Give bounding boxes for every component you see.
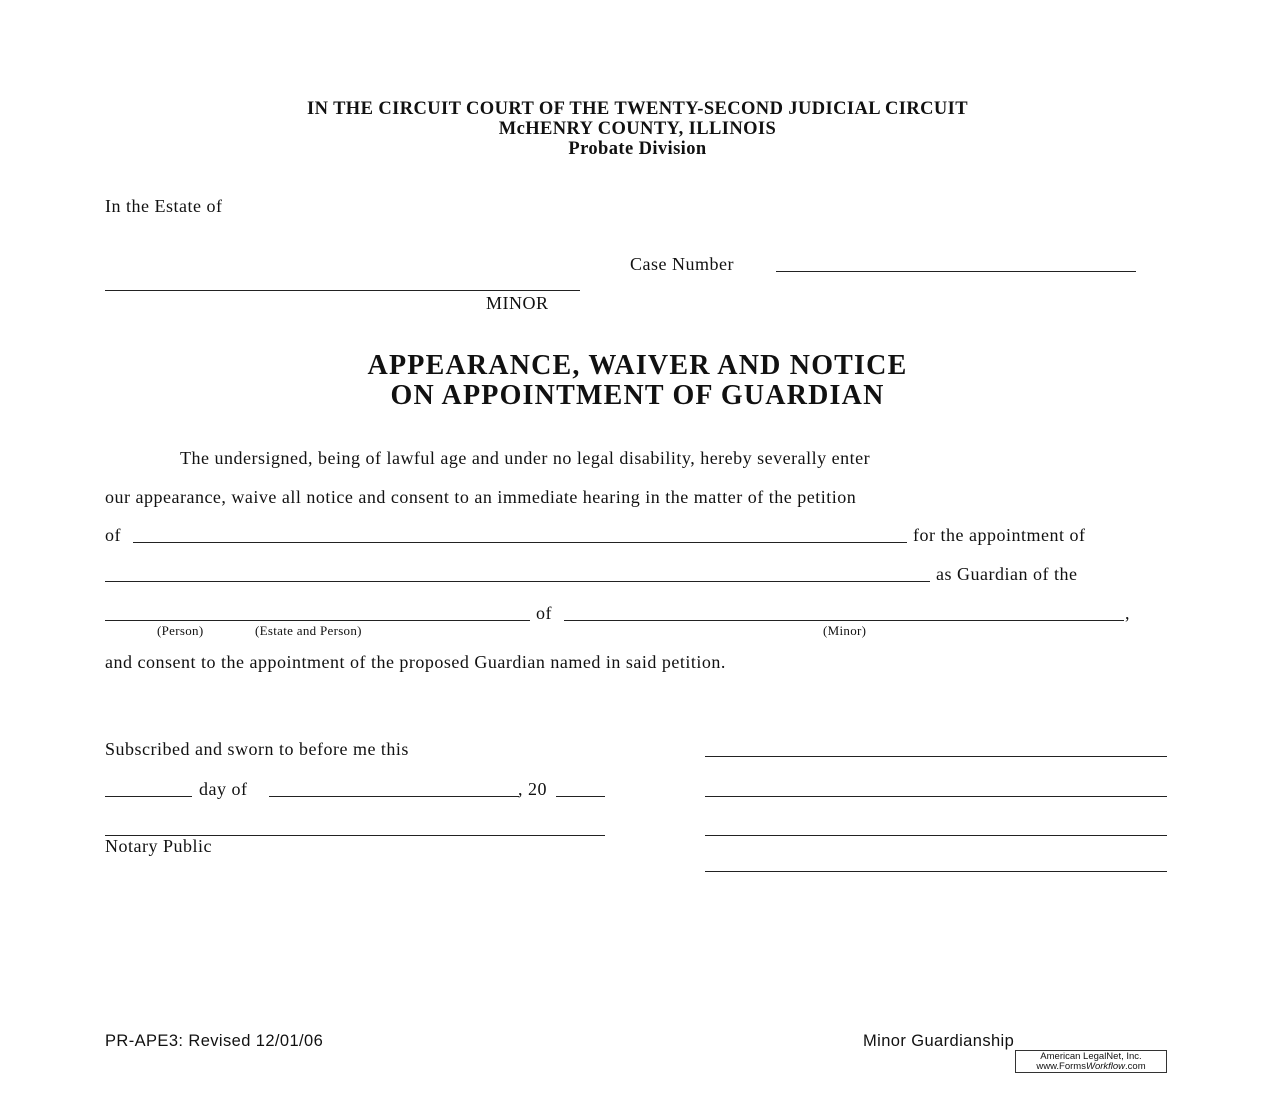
signature-line-3[interactable] <box>705 835 1167 836</box>
guardianship-type-field[interactable] <box>105 620 530 621</box>
of-prefix: of <box>105 525 121 545</box>
estate-label: In the Estate of <box>105 196 223 216</box>
document-title-line2: ON APPOINTMENT OF GUARDIAN <box>390 380 885 411</box>
minor-name-field[interactable] <box>105 290 580 291</box>
publisher-stamp <box>1015 1050 1167 1073</box>
minor-field-label: (Minor) <box>823 623 867 638</box>
form-id: PR-APE3: Revised 12/01/06 <box>105 1032 324 1050</box>
guardian-name-field[interactable] <box>105 581 930 582</box>
year-prefix: , 20 <box>518 779 547 799</box>
comma: , <box>1125 603 1130 623</box>
month-field[interactable] <box>269 796 519 797</box>
year-field[interactable] <box>556 796 605 797</box>
person-option-label: (Person) <box>157 623 204 638</box>
division-heading: Probate Division <box>568 139 707 159</box>
of-word: of <box>536 603 552 623</box>
signature-line-2[interactable] <box>705 796 1167 797</box>
notary-public-label: Notary Public <box>105 836 212 856</box>
for-appointment-text: for the appointment of <box>913 525 1086 545</box>
paragraph-line-1: The undersigned, being of lawful age and under no legal disability, hereby severally enter <box>180 448 871 468</box>
minor-caption-label: MINOR <box>486 293 549 313</box>
stamp-company: American LegalNet, Inc. <box>1040 1051 1142 1062</box>
as-guardian-text: as Guardian of the <box>936 564 1078 584</box>
court-heading: IN THE CIRCUIT COURT OF THE TWENTY-SECOND JUDICIAL CIRCUIT <box>307 99 968 119</box>
petitioner-field[interactable] <box>133 542 907 543</box>
document-title-line1: APPEARANCE, WAIVER AND NOTICE <box>367 350 908 381</box>
signature-line-4[interactable] <box>705 871 1167 872</box>
signature-line-1[interactable] <box>705 756 1167 757</box>
stamp-website: www.FormsWorkflow.com <box>1036 1061 1146 1072</box>
paragraph-line-2: our appearance, waive all notice and consent to an immediate hearing in the matter of the petition <box>105 487 857 507</box>
consent-line: and consent to the appointment of the proposed Guardian named in said petition. <box>105 652 726 672</box>
subscribed-label: Subscribed and sworn to before me this <box>105 739 409 759</box>
estate-and-person-option-label: (Estate and Person) <box>255 623 362 638</box>
case-number-label: Case Number <box>630 254 734 274</box>
day-field[interactable] <box>105 796 192 797</box>
form-category: Minor Guardianship <box>863 1032 1015 1050</box>
minor-field[interactable] <box>564 620 1124 621</box>
day-of-label: day of <box>199 779 248 799</box>
case-number-field[interactable] <box>776 271 1136 272</box>
county-heading: McHENRY COUNTY, ILLINOIS <box>498 119 777 139</box>
